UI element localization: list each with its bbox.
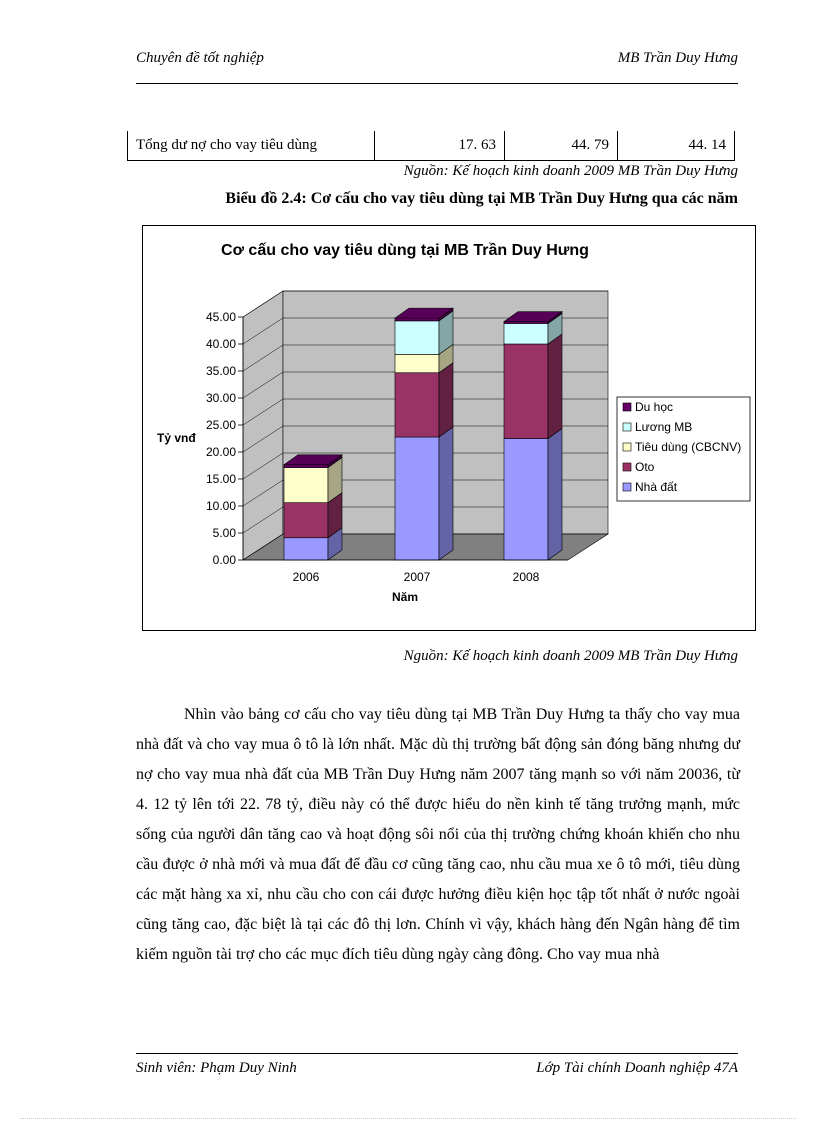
legend-label: Nhà đất (635, 480, 678, 494)
bar-segment (504, 439, 548, 561)
legend-swatch (623, 403, 631, 411)
page-bottom-dots (20, 1118, 796, 1119)
bar-segment (284, 468, 328, 503)
header-left: Chuyên đề tốt nghiệp (136, 50, 264, 66)
bar-segment (395, 318, 439, 321)
bar-segment-side (548, 334, 562, 439)
y-tick-label: 45.00 (205, 310, 236, 324)
y-tick-label: 0.00 (212, 553, 236, 567)
y-tick-label: 20.00 (205, 445, 236, 459)
caption-prefix: Biểu đồ 2.4: (225, 190, 307, 207)
bar-segment (284, 503, 328, 538)
bar-segment (395, 437, 439, 560)
bar-segment (504, 323, 548, 344)
bar-segment (284, 465, 328, 468)
x-axis-label: Năm (391, 590, 419, 604)
legend-swatch (623, 463, 631, 471)
caption-text: Cơ cấu cho vay tiêu dùng tại MB Trần Duy Hưng qua các năm (306, 190, 738, 207)
table-cell-2007: 44. 79 (505, 131, 618, 161)
legend-label: Tiêu dùng (CBCNV) (635, 440, 742, 454)
bar-segment-side (548, 429, 562, 561)
chart-side-wall (243, 291, 283, 560)
source-note-2: Nguồn: Kế hoạch kinh doanh 2009 MB Trần Duy Hưng (403, 648, 738, 664)
bar-segment-side (439, 363, 453, 437)
x-tick-label: 2007 (403, 570, 431, 584)
header-rule (136, 83, 738, 84)
x-tick-label: 2006 (292, 570, 320, 584)
chart-caption (225, 190, 738, 208)
y-tick-label: 10.00 (205, 499, 236, 513)
bar-segment (504, 344, 548, 439)
source-note-1: Nguồn: Kế hoạch kinh doanh 2009 MB Trần Duy Hưng (403, 163, 738, 179)
footer-right: Lớp Tài chính Doanh nghiệp 47A (536, 1060, 738, 1076)
x-tick-label: 2008 (512, 570, 540, 584)
legend-swatch (623, 483, 631, 491)
legend-label: Du học (635, 400, 674, 414)
paragraph-text: Nhìn vào bảng cơ cấu cho vay tiêu dùng tại MB Trần Duy Hưng ta thấy cho vay mua nhà đất và cho vay mua ô tô là lớn nhất. Mặc dù thị trường bất động sản đóng băng nhưng dư nợ cho vay mua nhà đất của MB Trần Duy Hưng năm 2007 tăng mạnh so với năm 20036, từ 4. 12 tỷ lên tới 22. 78 tỷ, điều này có thể được hiểu do nền kinh tế tăng trưởng mạnh, mức sống của người dân tăng cao và hoạt động sôi nổi của thị trường chứng khoán khiến cho nhu cầu được ở nhà mới và mua đất để đầu cơ cũng tăng cao, nhu cầu mua xe ô tô mới, tiêu dùng các mặt hàng xa xỉ, nhu cầu cho con cái được hưởng điều kiện học tập tốt nhất ở nước ngoài cũng tăng cao, đặc biệt là tại các đô thị lơn. Chính vì vậy, khách hàng đến Ngân hàng để tìm kiếm nguồn tài trợ cho các mục đích tiêu dùng ngày càng đông. Cho vay mua nhà (136, 706, 740, 963)
y-tick-label: 40.00 (205, 337, 236, 351)
bar-segment (395, 321, 439, 354)
bar-segment-side (439, 427, 453, 560)
y-tick-label: 35.00 (205, 364, 236, 378)
legend-swatch (623, 423, 631, 431)
chart-title: Cơ cấu cho vay tiêu dùng tại MB Trần Duy Hưng (221, 242, 589, 259)
legend-label: Oto (635, 460, 655, 474)
y-axis-label: Tỷ vnđ (157, 431, 196, 445)
bar-segment (395, 373, 439, 437)
y-tick-label: 5.00 (212, 526, 236, 540)
y-tick-label: 30.00 (205, 391, 236, 405)
table-cell-2008: 44. 14 (618, 131, 735, 161)
legend-label: Lương MB (635, 420, 693, 434)
legend-swatch (623, 443, 631, 451)
bar-segment (395, 354, 439, 372)
chart-frame (142, 225, 756, 631)
table-cell-label: Tổng dư nợ cho vay tiêu dùng (128, 131, 375, 161)
table-cell-2006: 17. 63 (375, 131, 505, 161)
table-row (128, 131, 735, 161)
y-tick-label: 15.00 (205, 472, 236, 486)
footer-left: Sinh viên: Phạm Duy Ninh (136, 1060, 297, 1076)
footer-rule (136, 1053, 738, 1054)
stacked-bar-chart (143, 226, 755, 630)
bar-segment (284, 538, 328, 560)
summary-table (127, 131, 735, 161)
header-right: MB Trần Duy Hưng (617, 50, 738, 66)
body-paragraph (136, 700, 740, 970)
y-tick-label: 25.00 (205, 418, 236, 432)
